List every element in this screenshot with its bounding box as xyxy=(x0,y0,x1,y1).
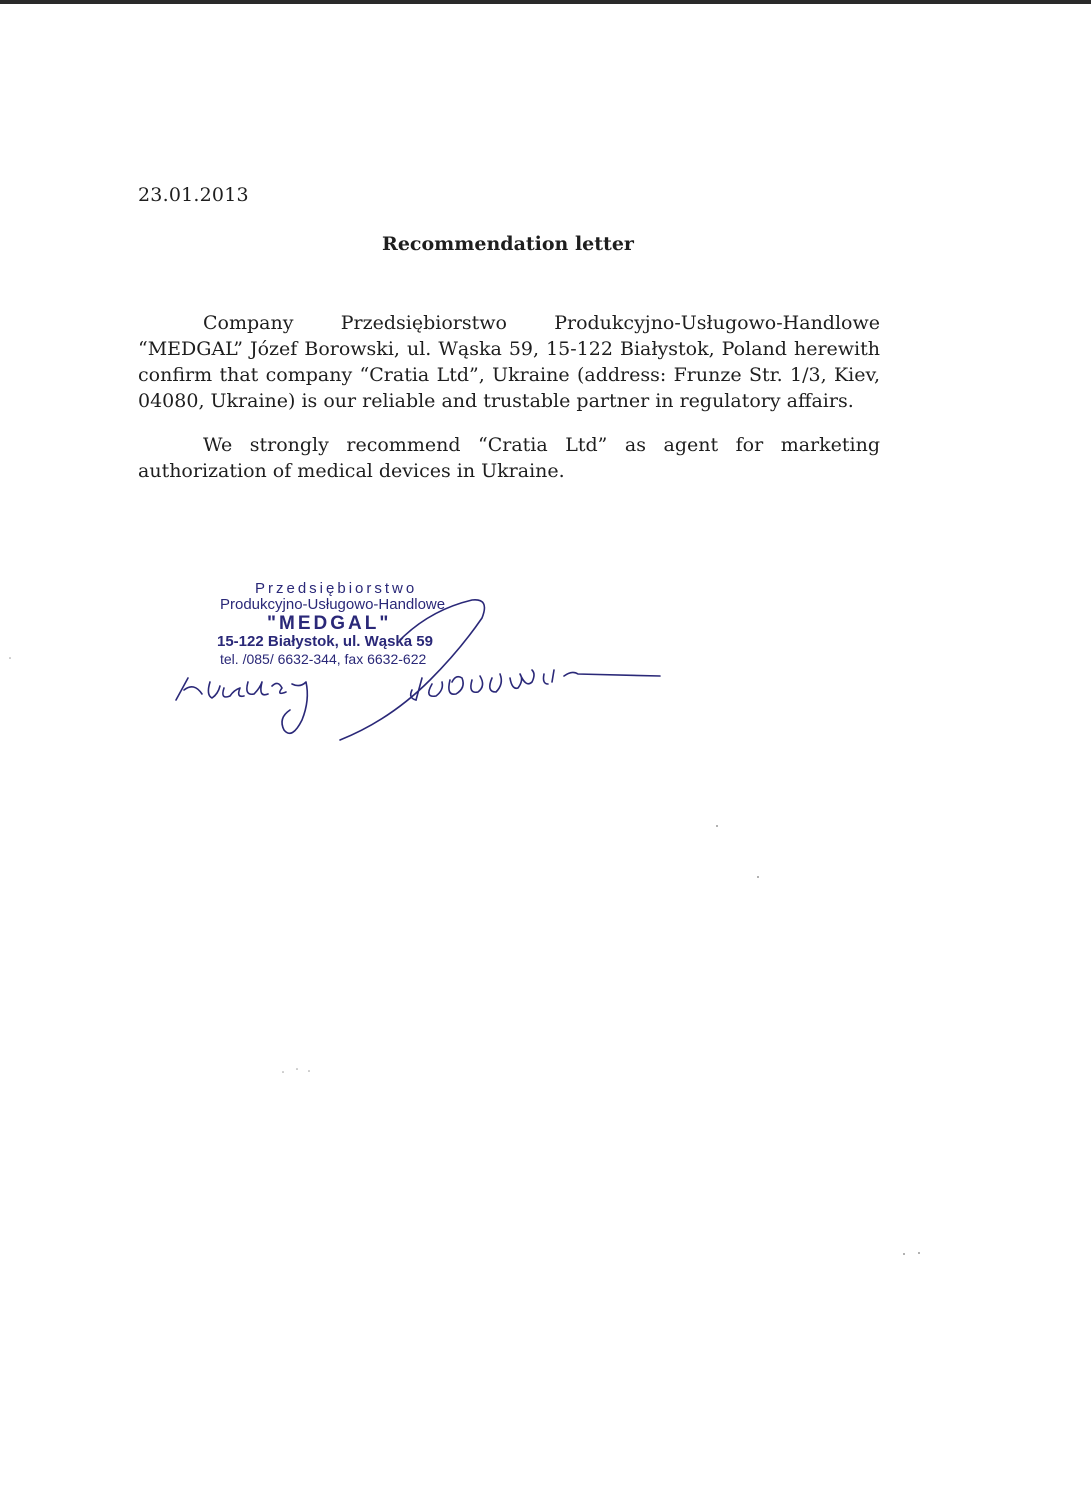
letter-date: 23.01.2013 xyxy=(138,184,249,206)
paragraph-confirmation: Company Przedsiębiorstwo Produkcyjno-Usługowo-Handlowe “MEDGAL” Józef Borowski, ul. Wąska 59, 15-122 Białystok, Poland herewith confirm that company “Cratia Ltd”, Ukraine (address: Frunze Str. 1/3, Kiev, 04080, Ukraine) is our reliable and trustable partner in regulatory affairs. xyxy=(138,312,880,412)
stamp-line-address: 15-122 Białystok, ul. Wąska 59 xyxy=(217,633,433,650)
paragraph-recommendation: We strongly recommend “Cratia Ltd” as agent for marketing authorization of medical devices in Ukraine. xyxy=(138,434,880,482)
stamp-line-phone: tel. /085/ 6632-344, fax 6632-622 xyxy=(220,651,427,667)
stamp-line-name: "MEDGAL" xyxy=(267,613,392,634)
stamp-line-activity: Produkcyjno-Usługowo-Handlowe xyxy=(220,596,446,613)
letter-title: Recommendation letter xyxy=(382,233,634,255)
stamp-line-company-type: Przedsiębiorstwo xyxy=(255,580,418,597)
